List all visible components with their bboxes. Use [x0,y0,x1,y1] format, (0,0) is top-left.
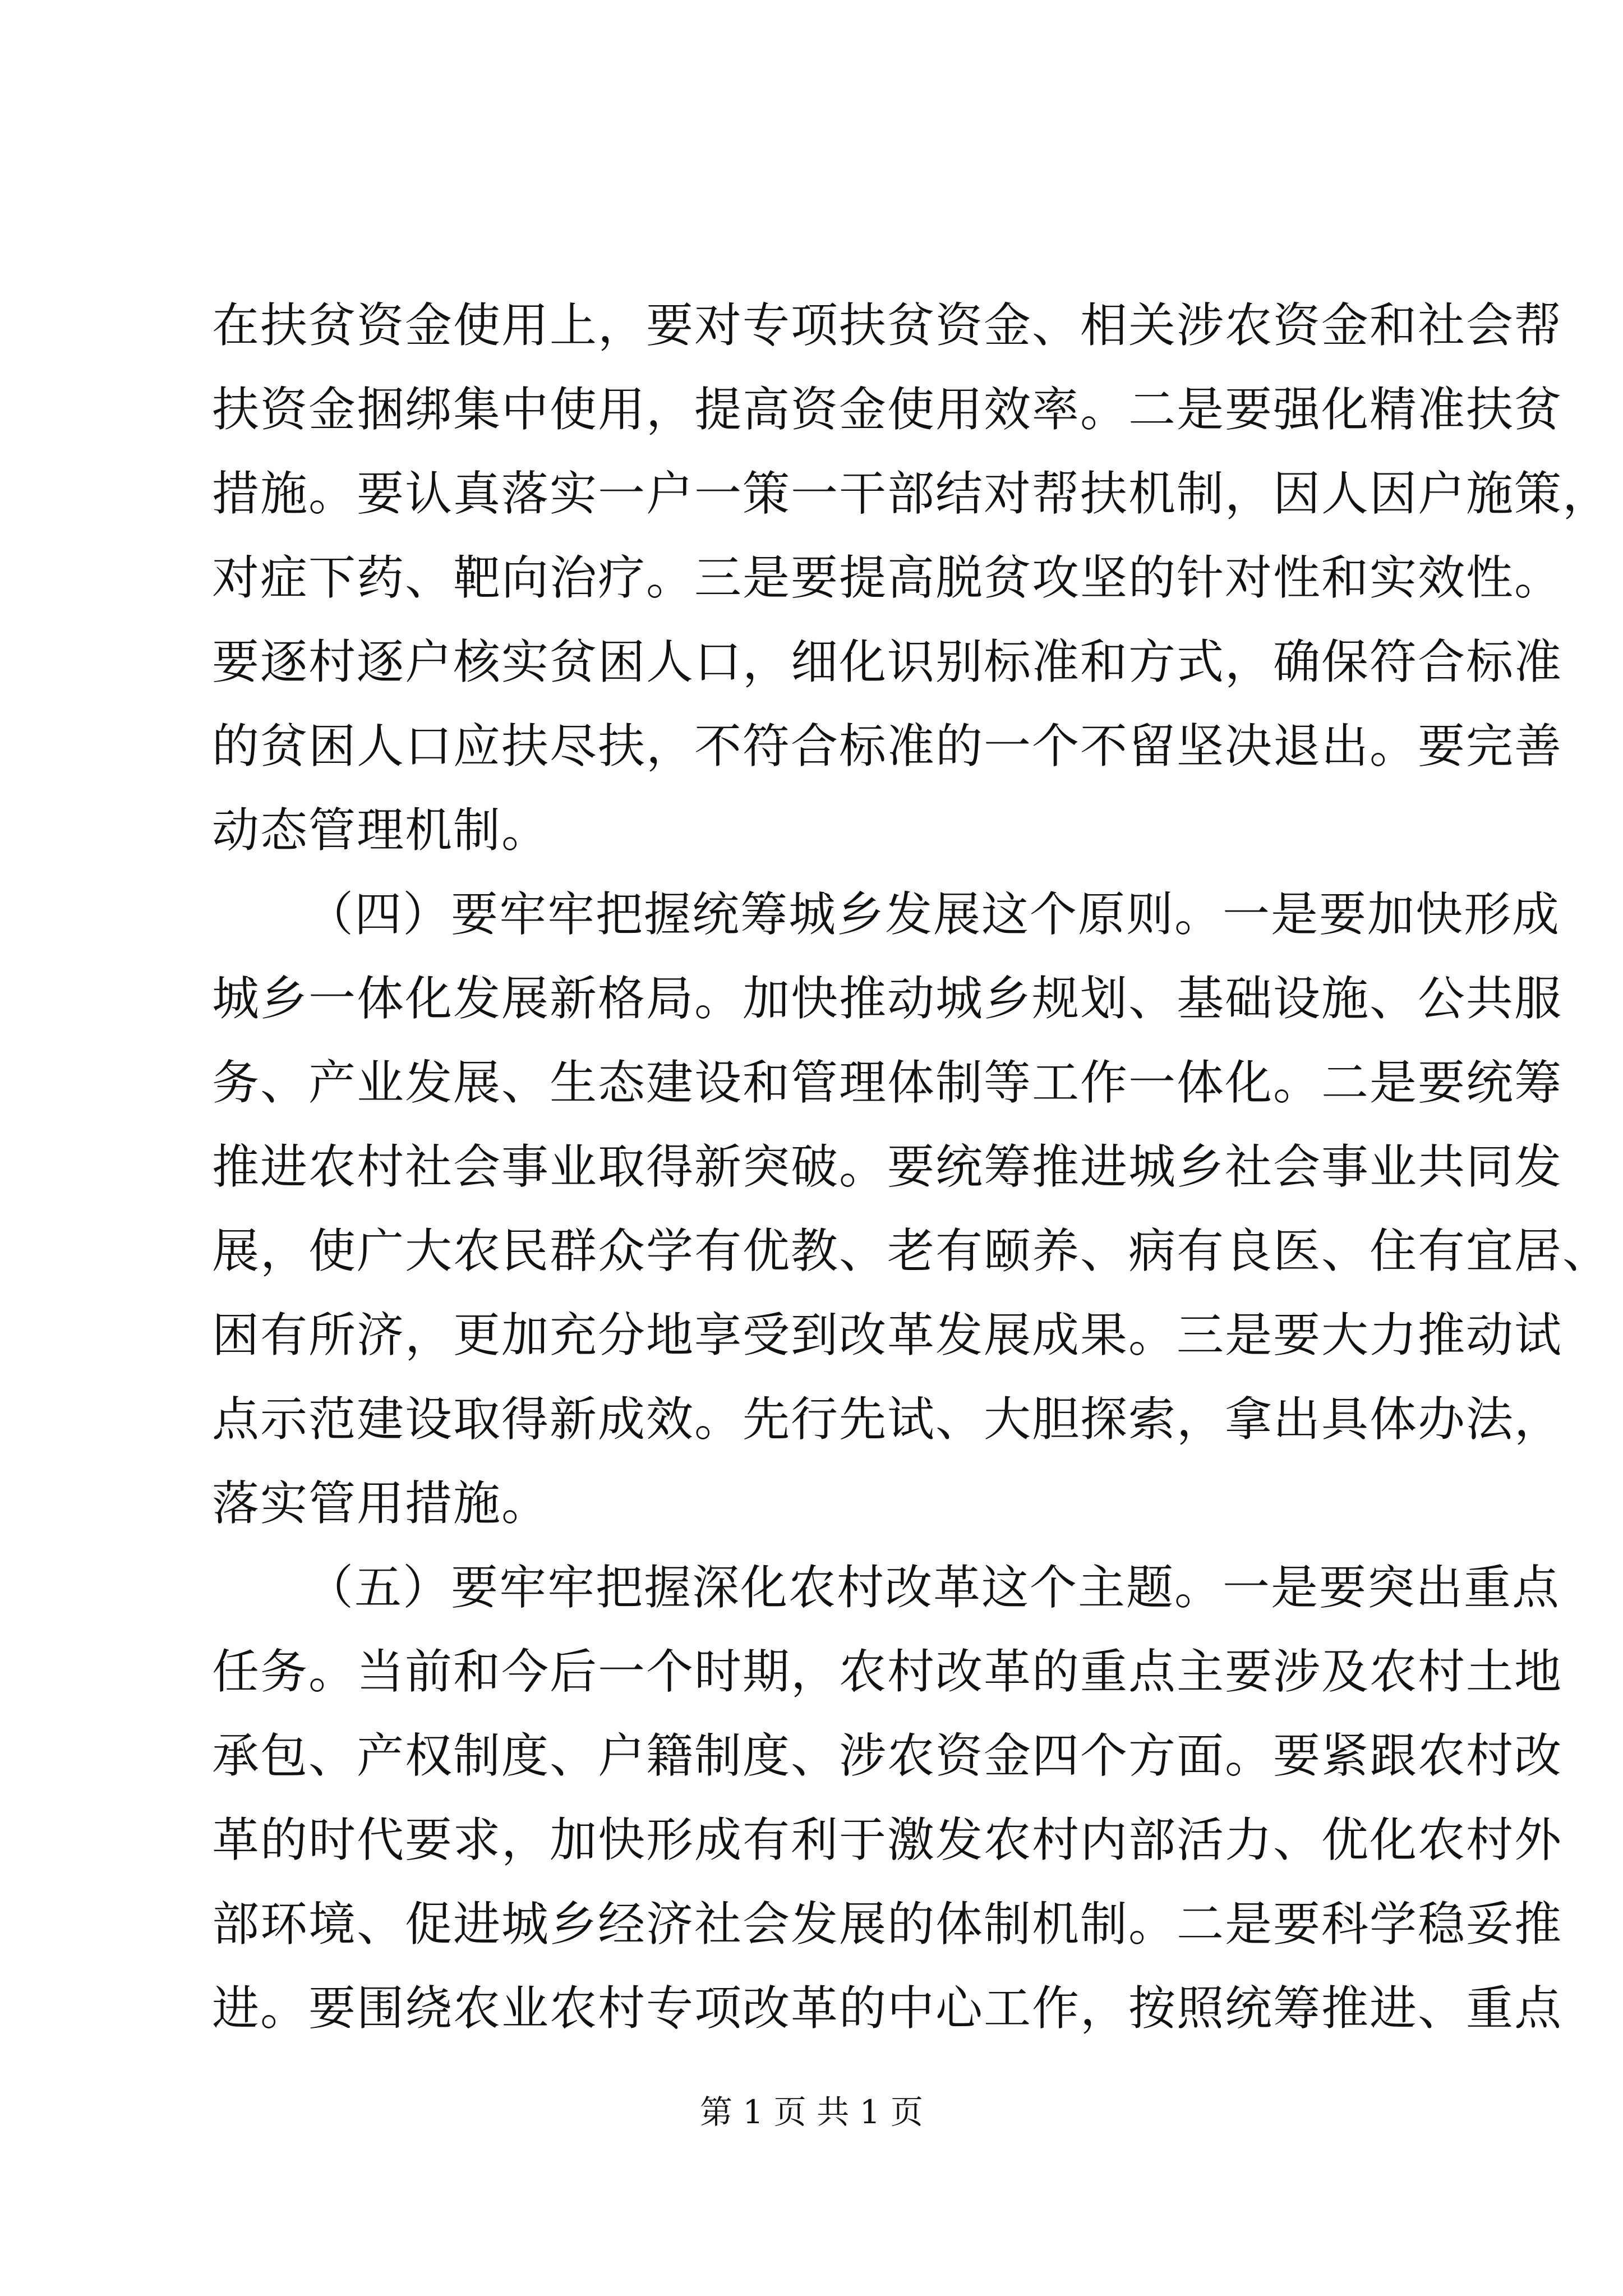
text-line: 措施。要认真落实一户一策一干部结对帮扶机制，因人因户施策， [212,466,1611,521]
text-line: 进。要围绕农业农村专项改革的中心工作，按照统筹推进、重点 [212,1981,1563,2036]
text-line: 点示范建设取得新成效。先行先试、大胆探索，拿出具体办法， [212,1392,1563,1447]
text-line: 城乡一体化发展新格局。加快推动城乡规划、基础设施、公共服 [212,971,1563,1026]
text-line: 落实管用措施。 [212,1476,550,1531]
text-line: 承包、产权制度、户籍制度、涉农资金四个方面。要紧跟农村改 [212,1728,1563,1783]
text-line: 要逐村逐户核实贫困人口，细化识别标准和方式，确保符合标准 [212,634,1563,689]
text-line: 任务。当前和今后一个时期，农村改革的重点主要涉及农村土地 [212,1644,1563,1699]
text-line: 动态管理机制。 [212,803,550,858]
text-line: 推进农村社会事业取得新突破。要统筹推进城乡社会事业共同发 [212,1139,1563,1194]
page-footer: 第 1 页 共 1 页 [700,2093,923,2131]
section-heading-line: （四）要牢牢把握统筹城乡发展这个原则。一是要加快形成 [306,887,1561,942]
text-line: 展，使广大农民群众学有优教、老有颐养、病有良医、住有宜居、 [212,1223,1611,1278]
text-line: 务、产业发展、生态建设和管理体制等工作一体化。二是要统筹 [212,1055,1563,1110]
section-heading-line: （五）要牢牢把握深化农村改革这个主题。一是要突出重点 [306,1560,1561,1615]
text-line: 对症下药、靶向治疗。三是要提高脱贫攻坚的针对性和实效性。 [212,550,1563,605]
text-line: 革的时代要求，加快形成有利于激发农村内部活力、优化农村外 [212,1812,1563,1867]
text-line: 部环境、促进城乡经济社会发展的体制机制。二是要科学稳妥推 [212,1897,1563,1952]
text-line: 困有所济，更加充分地享受到改革发展成果。三是要大力推动试 [212,1308,1563,1363]
text-line: 扶资金捆绑集中使用，提高资金使用效率。二是要强化精准扶贫 [212,382,1563,437]
text-line: 的贫困人口应扶尽扶，不符合标准的一个不留坚决退出。要完善 [212,719,1563,774]
text-line: 在扶贫资金使用上，要对专项扶贫资金、相关涉农资金和社会帮 [212,298,1563,353]
